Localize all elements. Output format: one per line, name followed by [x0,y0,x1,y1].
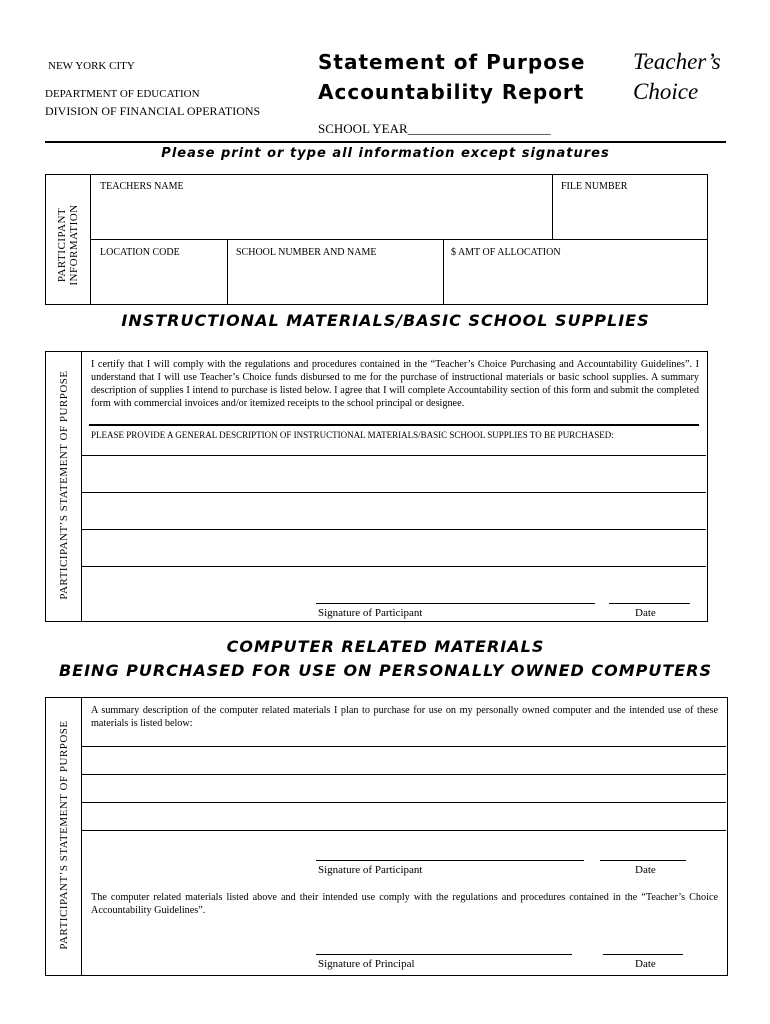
allocation-amount-label: $ AMT OF ALLOCATION [451,247,561,258]
computer-description-line-3[interactable] [82,803,726,830]
principal-signature-label: Signature of Principal [318,958,415,970]
computer-section-title-2: BEING PURCHASED FOR USE ON PERSONALLY OWNED COMPUTERS [58,661,713,680]
computer-summary-text: A summary description of the computer related materials I plan to purchase for use on my personally owned computer and the intended use of these materials is listed below: [91,705,718,729]
computer-participant-signature-line[interactable] [316,860,584,861]
certify-text: I certify that I will comply with the regulations and procedures contained in the “Teacher’s Choice Purchasing and Accountability Guidelines”. I understand that I will use Teacher’s Choice funds disbursed to me for the purchase of instructional materials or basic school supplies. A summary description of supplies I intend to purchase is listed below. I agree that I will complete Accountability section of this form and submit the completed form with commercial invoices and/or itemized receipts to the school principal or designee. [91,359,699,409]
computer-section-title-1: COMPUTER RELATED MATERIALS [226,637,545,656]
city-label: NEW YORK CITY [48,60,135,72]
form-title-line2: Accountability Report [318,80,585,104]
department-label: DEPARTMENT OF EDUCATION [45,88,200,100]
computer-participant-date-line[interactable] [600,860,686,861]
supply-description-line-2[interactable] [82,493,706,529]
header-rule [45,141,726,143]
division-label: DIVISION OF FINANCIAL OPERATIONS [45,104,261,118]
school-number-name-label: SCHOOL NUMBER AND NAME [236,247,377,258]
participant-info-side-label: PARTICIPANT INFORMATION [56,204,80,286]
participant-date-label: Date [635,607,656,619]
principal-date-label: Date [635,958,656,970]
brand-line1: Teacher’s [633,49,721,74]
instruction-text: Please print or type all information except signatures [161,146,610,161]
school-number-name-field[interactable] [229,262,441,302]
principal-date-line[interactable] [603,954,683,955]
computer-participant-signature-label: Signature of Participant [318,864,423,876]
allocation-amount-field[interactable] [445,262,705,302]
computer-box [45,697,728,976]
principal-signature-line[interactable] [316,954,572,955]
computer-participant-date-label: Date [635,864,656,876]
provide-description-text: PLEASE PROVIDE A GENERAL DESCRIPTION OF INSTRUCTIONAL MATERIALS/BASIC SCHOOL SUPPLIES TO BE PURCHASED: [91,430,614,440]
instructional-side-label: PARTICIPANT’S STATEMENT OF PURPOSE [58,370,70,600]
supply-description-line-1[interactable] [82,455,706,492]
supply-description-line-3[interactable] [82,530,706,565]
participant-signature-label: Signature of Participant [318,607,423,619]
teachers-name-field[interactable] [92,195,550,237]
participant-signature-line[interactable] [316,603,595,604]
school-year-field[interactable]: SCHOOL YEAR______________________ [318,121,551,136]
participant-date-line[interactable] [609,603,690,604]
file-number-field[interactable] [554,195,704,237]
computer-description-line-1[interactable] [82,747,726,774]
file-number-label: FILE NUMBER [561,181,628,192]
computer-side-label: PARTICIPANT’S STATEMENT OF PURPOSE [58,720,70,950]
brand-line2: Choice [633,79,699,104]
computer-comply-text: The computer related materials listed above and their intended use comply with the regulations and procedures contained in the “Teacher’s Choice Accountability Guidelines”. [91,892,718,916]
form-title-line1: Statement of Purpose [318,50,586,74]
teachers-name-label: TEACHERS NAME [100,181,184,192]
location-code-label: LOCATION CODE [100,247,180,258]
location-code-field[interactable] [92,262,225,302]
computer-description-line-2[interactable] [82,775,726,802]
instructional-section-title: INSTRUCTIONAL MATERIALS/BASIC SCHOOL SUPPLIES [121,311,650,330]
